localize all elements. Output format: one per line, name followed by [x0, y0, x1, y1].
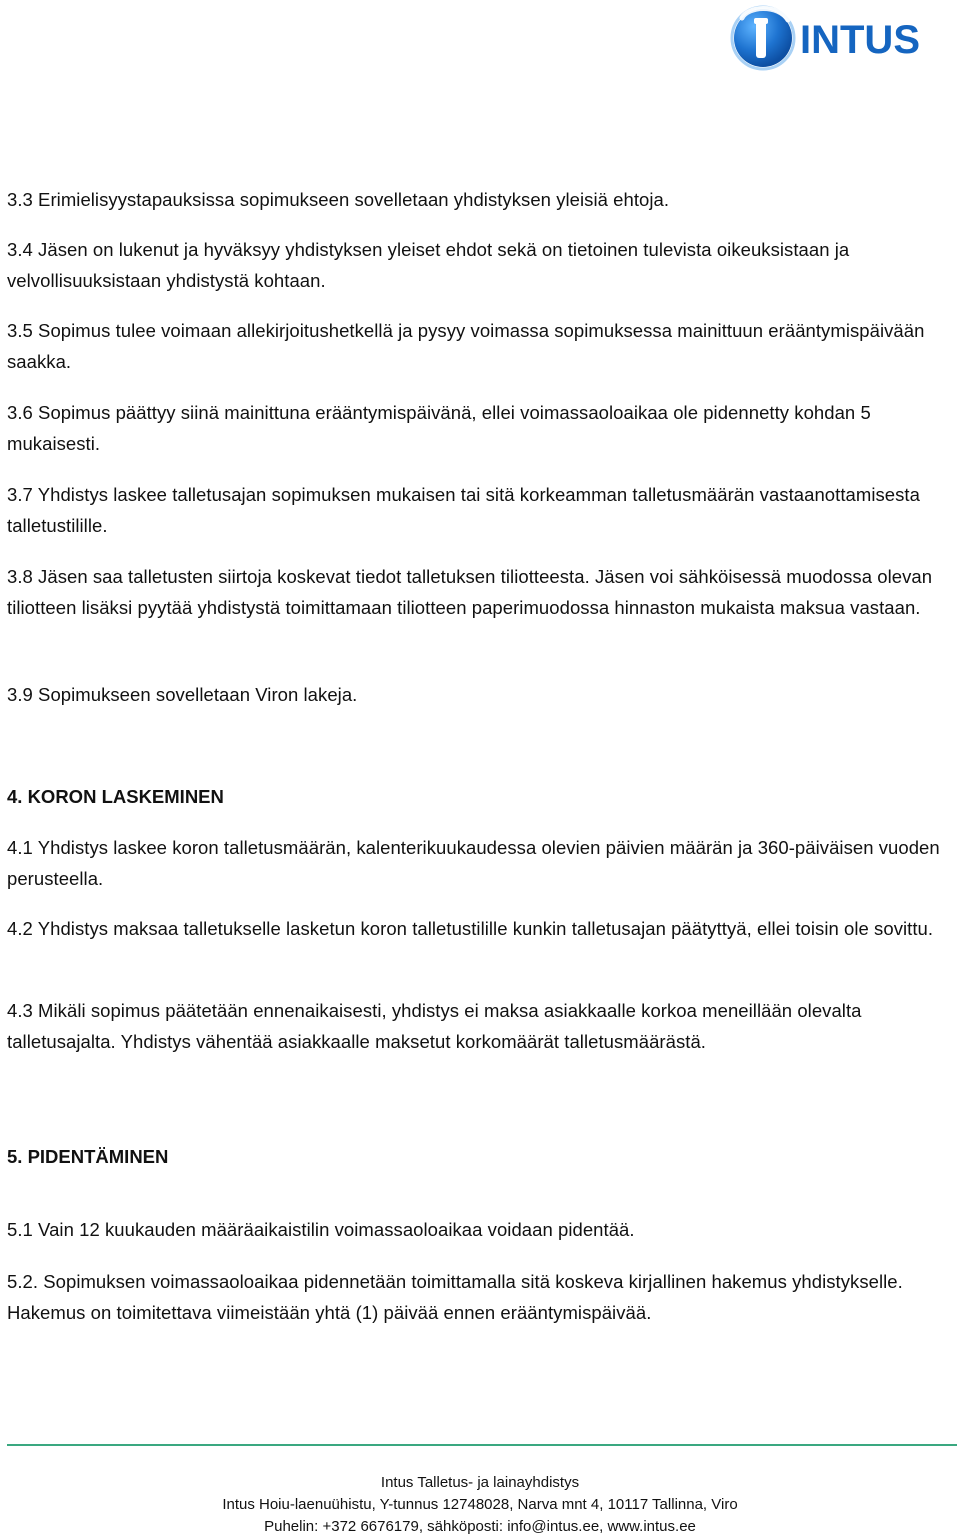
- paragraph-5-2: 5.2. Sopimuksen voimassaoloaikaa pidennetään toimittamalla sitä koskeva kirjallinen hakemus yhdistykselle. Hakemus on toimitettava viimeistään yhtä (1) päivää ennen erääntymispäivää.: [7, 1271, 903, 1323]
- paragraph-4-2: 4.2 Yhdistys maksaa talletukselle lasketun koron talletustilille kunkin talletusajan päätyttyä, ellei toisin ole sovittu.: [7, 918, 934, 939]
- paragraph-3-7: 3.7 Yhdistys laskee talletusajan sopimuksen mukaisen tai sitä korkeamman talletusmäärän vastaanottamisesta talletustilille.: [7, 484, 920, 536]
- footer-organization-name: Intus Talletus- ja lainayhdistys: [380, 1474, 580, 1491]
- heading-section-4: 4. KORON LASKEMINEN: [7, 786, 224, 807]
- logo-wordmark: INTUS: [800, 18, 920, 62]
- paragraph-4-3: 4.3 Mikäli sopimus päätetään ennenaikaisesti, yhdistys ei maksa asiakkaalle korkoa meneillään olevalta talletusajalta. Yhdistys vähentää asiakkaalle maksetut korkomäärät talletusmäärästä.: [7, 1000, 862, 1052]
- footer-address: Intus Hoiu-laenuühistu, Y-tunnus 12748028, Narva mnt 4, 10117 Tallinna, Viro: [222, 1496, 738, 1513]
- intus-logo: [728, 0, 960, 80]
- intus-logo-icon: [728, 0, 960, 80]
- footer-divider: [7, 1444, 957, 1446]
- paragraph-3-4: 3.4 Jäsen on lukenut ja hyväksyy yhdistyksen yleiset ehdot sekä on tietoinen tulevista oikeuksistaan ja velvollisuuksistaan yhdistystä kohtaan.: [7, 239, 850, 291]
- paragraph-3-9: 3.9 Sopimukseen sovelletaan Viron lakeja.: [7, 684, 358, 705]
- heading-section-5: 5. PIDENTÄMINEN: [7, 1146, 169, 1167]
- paragraph-3-5: 3.5 Sopimus tulee voimaan allekirjoitushetkellä ja pysyy voimassa sopimuksessa mainittuun erääntymispäivään saakka.: [7, 320, 925, 372]
- paragraph-5-1: 5.1 Vain 12 kuukauden määräaikaistilin voimassaoloaikaa voidaan pidentää.: [7, 1219, 635, 1240]
- footer-contact: Puhelin: +372 6676179, sähköposti: info@intus.ee, www.intus.ee: [264, 1518, 696, 1535]
- paragraph-3-8: 3.8 Jäsen saa talletusten siirtoja koskevat tiedot talletuksen tiliotteesta. Jäsen voi sähköisessä muodossa olevan tiliotteen lisäksi pyytää yhdistystä toimittamaan tiliotteen paperimuodossa hinnaston mukaista maksua vastaan.: [7, 566, 933, 618]
- paragraph-3-3: 3.3 Erimielisyystapauksissa sopimukseen sovelletaan yhdistyksen yleisiä ehtoja.: [7, 189, 670, 210]
- paragraph-3-6: 3.6 Sopimus päättyy siinä mainittuna erääntymispäivänä, ellei voimassaoloaikaa ole pidennetty kohdan 5 mukaisesti.: [7, 402, 871, 454]
- paragraph-4-1: 4.1 Yhdistys laskee koron talletusmäärän, kalenterikuukaudessa olevien päivien määrän ja 360-päiväisen vuoden perusteella.: [7, 837, 940, 889]
